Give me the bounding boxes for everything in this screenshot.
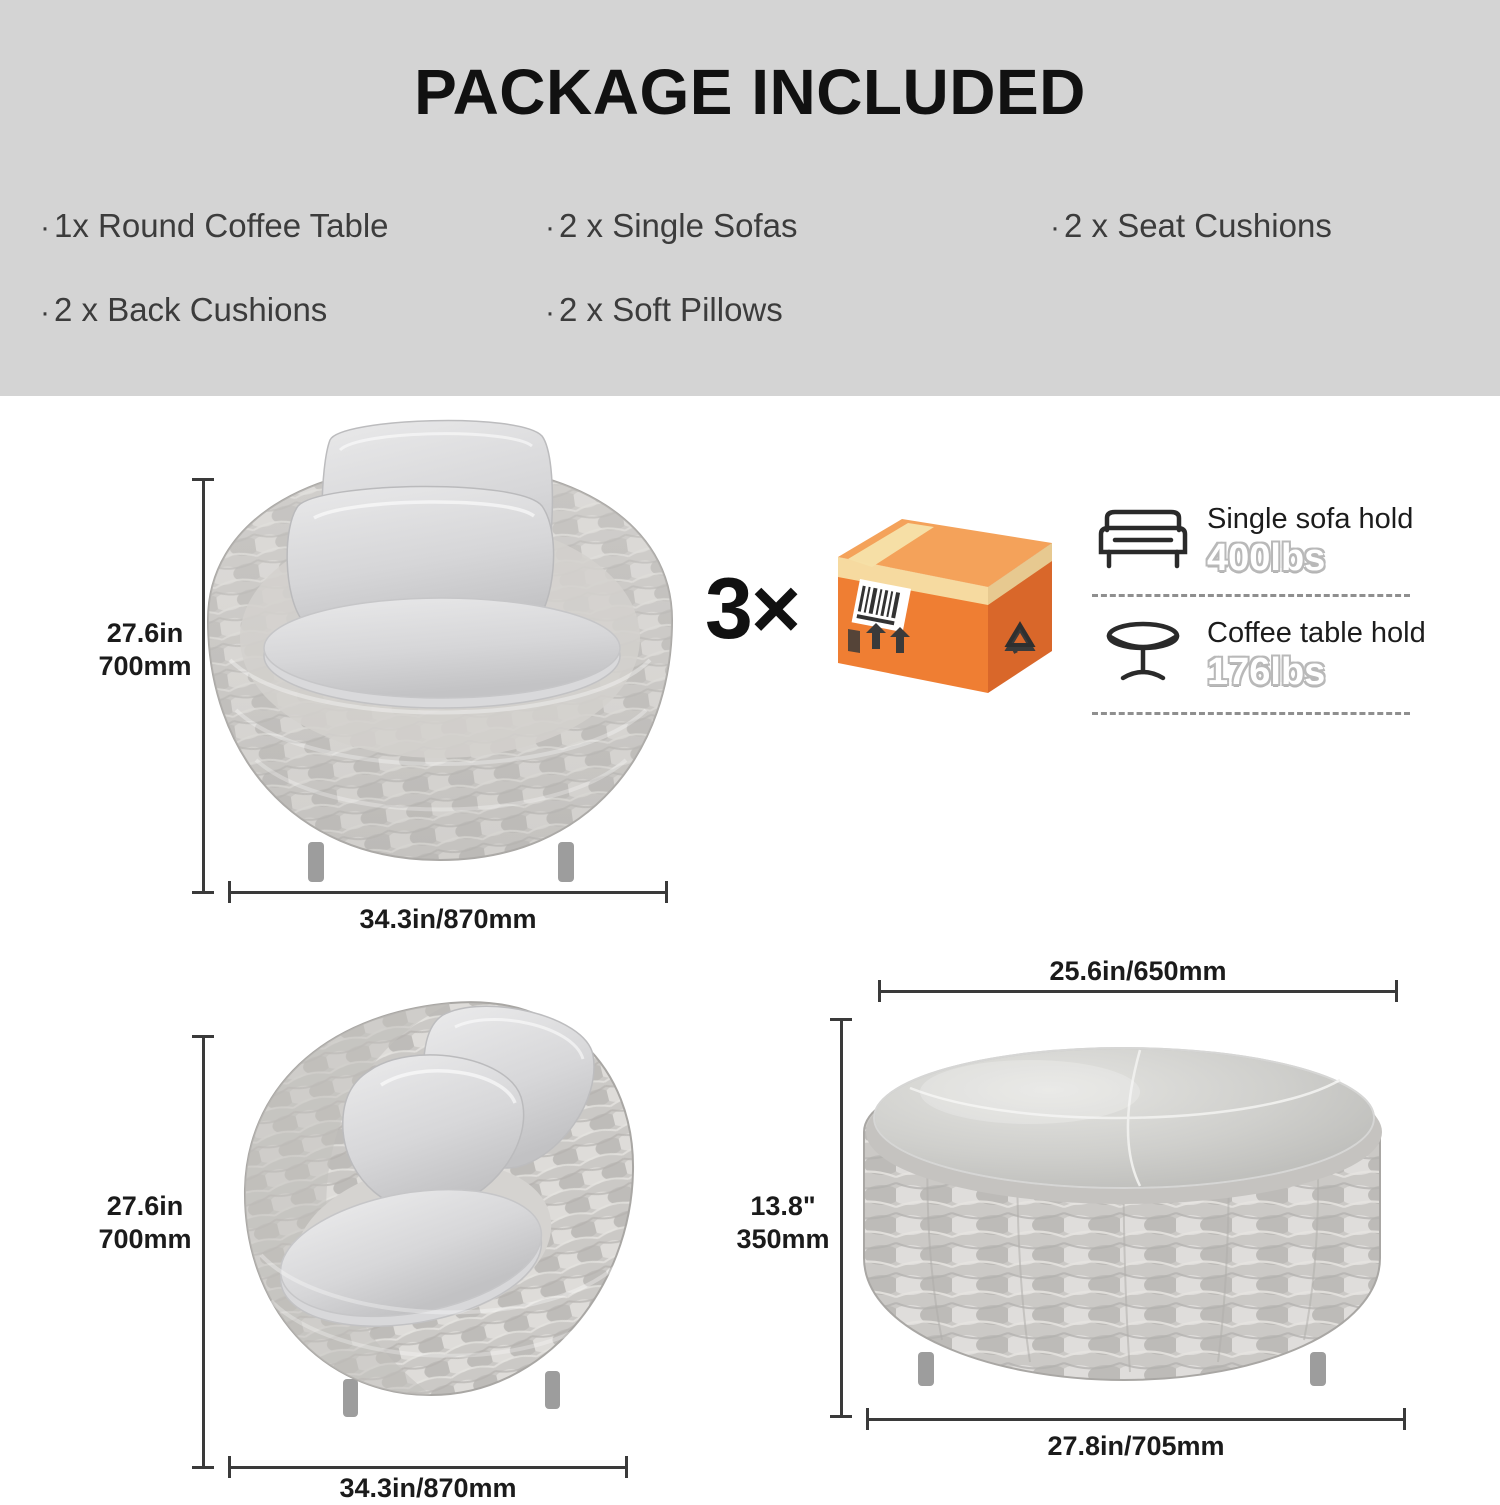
list-item: [545, 185, 1050, 269]
spec-divider-top: [1092, 594, 1410, 597]
table-height-label: [728, 1190, 838, 1256]
coffee-table-svg: [840, 1000, 1410, 1420]
spec-value: 176lbs: [1207, 650, 1326, 693]
list-item-label: 2 x Soft Pillows: [559, 291, 783, 329]
table-height-mm: 350mm: [736, 1224, 830, 1254]
sofa-front-height-cap-top: [192, 478, 214, 481]
sofa-front-height-in: 27.6in: [106, 618, 184, 648]
sofa-angle-width-label: 34.3in/870mm: [339, 1473, 517, 1503]
bullet-icon: ·: [545, 295, 555, 329]
round-table-icon: [1095, 614, 1195, 695]
table-base-width-label: 27.8in/705mm: [1047, 1431, 1225, 1461]
list-item-label: 2 x Seat Cushions: [1064, 207, 1332, 244]
spec-label: Single sofa hold: [1207, 502, 1414, 535]
sofa-front-height-label: [90, 617, 200, 683]
package-included-header: [0, 0, 1500, 396]
sofa-angle-height-line: [202, 1035, 205, 1469]
spec-value: 400lbs: [1207, 536, 1326, 579]
spec-single-sofa-hold: [1095, 500, 1413, 581]
sofa-angle-height-mm: 700mm: [98, 1224, 192, 1254]
list-item-label: 2 x Single Sofas: [559, 207, 798, 244]
table-top-width-line: [878, 990, 1398, 993]
bullet-icon: ·: [1050, 211, 1060, 245]
sofa-icon: [1095, 500, 1195, 581]
sofa-angle-height-cap-top: [192, 1035, 214, 1038]
package-list-row-1: [40, 185, 1460, 269]
sofa-angle-width-line: [228, 1466, 628, 1469]
spec-label: Coffee table hold: [1207, 616, 1426, 649]
table-top-width-label: 25.6in/650mm: [1049, 956, 1227, 986]
list-item: [40, 269, 545, 353]
list-item-label: 2 x Back Cushions: [54, 291, 328, 329]
sofa-front-height-cap-bottom: [192, 891, 214, 894]
sofa-front-width-cap-left: [228, 881, 231, 903]
sofa-front-width-cap-right: [665, 881, 668, 903]
package-quantity: [705, 560, 799, 659]
table-height-in: 13.8": [750, 1191, 816, 1221]
sofa-angle-illustration: [215, 975, 665, 1455]
table-base-width-cap-right: [1403, 1408, 1406, 1430]
shipping-box-icon: [830, 505, 1060, 705]
spec-divider-bottom: [1092, 712, 1410, 715]
table-height-line: [840, 1018, 843, 1418]
table-base-width-cap-left: [866, 1408, 869, 1430]
sofa-front-svg: [190, 410, 690, 920]
spec-coffee-table-hold: [1095, 614, 1426, 695]
sofa-angle-height-cap-bottom: [192, 1466, 214, 1469]
sofa-front-height-line: [202, 478, 205, 894]
table-height-cap-top: [830, 1018, 852, 1021]
sofa-angle-height-label: [90, 1190, 200, 1256]
package-quantity-number: 3: [705, 561, 751, 657]
page-title: PACKAGE INCLUDED: [414, 56, 1086, 128]
list-item: [40, 185, 545, 269]
package-list-row-2: [40, 269, 1460, 353]
sofa-front-illustration: [190, 410, 690, 920]
table-height-cap-bottom: [830, 1415, 852, 1418]
sofa-front-width-line: [228, 891, 668, 894]
multiply-icon: ×: [750, 561, 800, 657]
list-item: [545, 269, 1050, 353]
bullet-icon: ·: [545, 211, 555, 245]
sofa-angle-svg: [215, 975, 665, 1455]
bullet-icon: ·: [40, 295, 50, 329]
coffee-table-illustration: [840, 1000, 1410, 1420]
bullet-icon: ·: [40, 211, 50, 245]
sofa-front-width-label: 34.3in/870mm: [359, 904, 537, 934]
list-item-label: 1x Round Coffee Table: [54, 207, 389, 244]
table-base-width-line: [866, 1418, 1406, 1421]
package-contents-list: [40, 185, 1460, 354]
sofa-angle-height-in: 27.6in: [106, 1191, 184, 1221]
list-item: [1050, 185, 1450, 269]
list-item-empty: [1050, 269, 1450, 353]
sofa-front-height-mm: 700mm: [98, 651, 192, 681]
